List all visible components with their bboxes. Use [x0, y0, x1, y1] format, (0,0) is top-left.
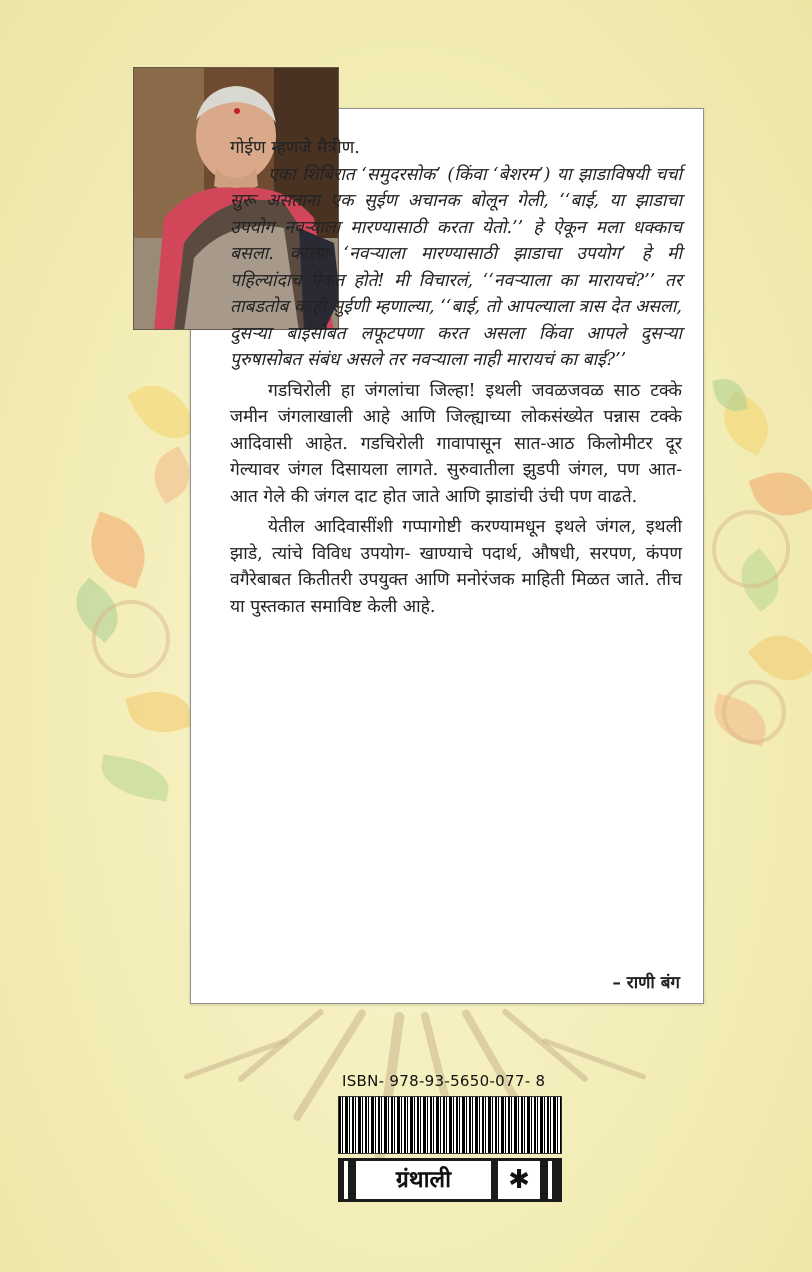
- publisher-mark-icon: ✱: [498, 1161, 540, 1199]
- blurb-text: [190, 135, 704, 620]
- blurb-paragraph: गोईण म्हणजे मैत्रीण.: [230, 138, 360, 158]
- barcode-block: [338, 1072, 562, 1202]
- barcode-icon: [338, 1096, 562, 1154]
- isbn-label: ISBN- 978-93-5650-077- 8: [342, 1072, 546, 1090]
- blurb-paragraph: गडचिरोली हा जंगलांचा जिल्हा! इथली जवळजवळ साठ टक्के जमीन जंगलाखाली आहे आणि जिल्ह्याच्या लोकसंख्येत पन्नास टक्के आदिवासी आहेत. गडचिरोली गावापासून सात-आठ किलोमीटर दूर गेल्यावर जंगल दिसायला लागते. सुरुवातीला झुडपी जंगल, पण आत-आत गेले की जंगल दाट होत जाते आणि झाडांची उंची पण वाढते.: [230, 380, 682, 507]
- blurb-paragraph: येतील आदिवासींशी गप्पागोष्टी करण्यामधून इथले जंगल, इथली झाडे, त्यांचे विविध उपयोग- खाण्याचे पदार्थ, औषधी, सरपण, कंपण वगैरेबाबत कितीतरी उपयुक्त आणि मनोरंजक माहिती मिळत जाते. तीच या पुस्तकात समाविष्ट केली आहे.: [230, 517, 682, 617]
- publisher-logo: [338, 1158, 562, 1202]
- author-signature: – राणी बंग: [612, 973, 680, 993]
- publisher-name: ग्रंथाली: [356, 1161, 491, 1199]
- blurb-paragraph: एका शिबिरात ‘समुदरसोक’ (किंवा ‘बेशरम’) या झाडाविषयी चर्चा सुरू असताना एक सुईण अचानक बोलून गेली, ‘‘बाई, या झाडाचा उपयोग नवऱ्याला मारण्यासाठी करता येतो.’’ हे ऐकून मला धक्काच बसला. कारण ‘नवऱ्याला मारण्यासाठी झाडाचा उपयोग’ हे मी पहिल्यांदाच ऐकत होते! मी विचारलं, ‘‘नवऱ्याला का मारायचं?’’ तर ताबडतोब काही सुईणी म्हणाल्या, ‘‘बाई, तो आपल्याला त्रास देत असला, दुसऱ्या बाईसोबत लफूटपणा करत असला किंवा आपले दुसऱ्या पुरुषासोबत संबंध असले तर नवऱ्याला नाही मारायचं का बाई?’’: [230, 164, 682, 370]
